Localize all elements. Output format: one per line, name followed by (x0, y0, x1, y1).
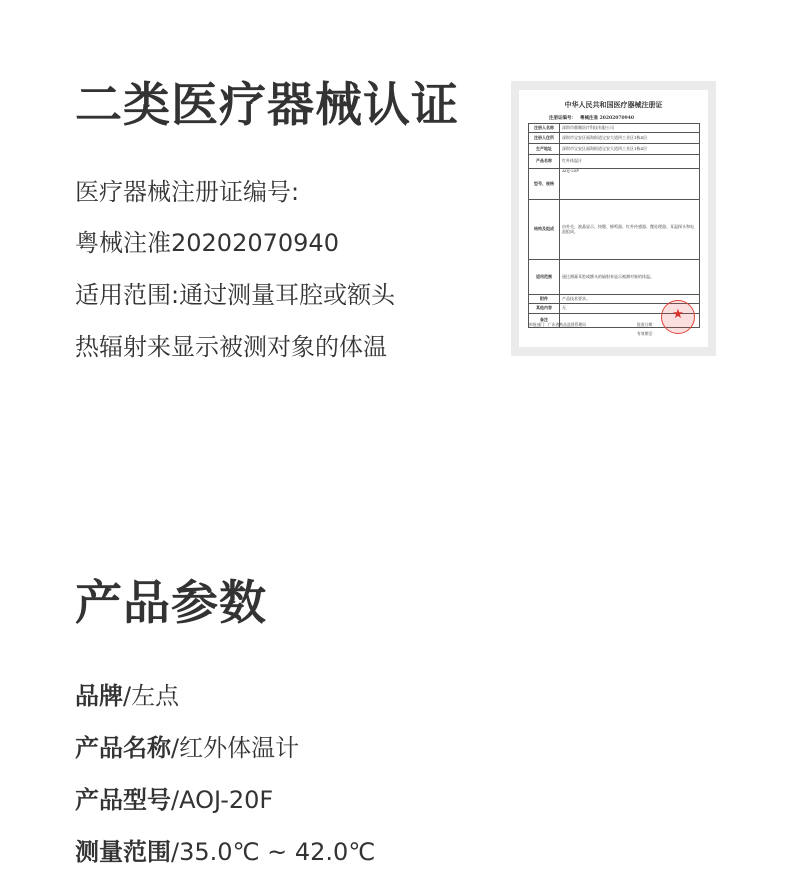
param-value: /左点 (123, 682, 180, 710)
cert-row-value: 无 (560, 304, 700, 314)
registration-label: 医疗器械注册证编号: (75, 178, 300, 206)
cert-row-key: 适用范围 (529, 260, 560, 295)
cert-row-key: 注册人名称 (529, 124, 560, 133)
cert-row-value: 深圳市宝安区福海街道宝安大道四工业区1栋4层 (560, 133, 700, 144)
official-seal-icon (661, 300, 695, 334)
cert-row-value: 由外壳、液晶显示、按键、蜂鸣器、红外传感器、微处理器、耳温探头和电池组成。 (560, 200, 700, 260)
cert-row-key: 附件 (529, 295, 560, 304)
cert-row-value: 深圳市鼎顺医疗科技有限公司 (560, 124, 700, 133)
param-value: /红外体温计 (171, 734, 300, 762)
param-product-name (75, 736, 299, 760)
certification-heading: 二类医疗器械认证 (75, 78, 459, 133)
cert-valid-date: 有效期至： (637, 331, 656, 336)
cert-row-key: 注册人住所 (529, 133, 560, 144)
cert-reg-value: 粤械注准 20202070940 (580, 116, 635, 121)
scope-line-1: 适用范围:通过测量耳腔或额头 (75, 281, 396, 309)
cert-row-key: 备注 (529, 314, 560, 328)
certificate-title: 中华人民共和国医疗器械注册证 (564, 100, 663, 109)
param-label: 品牌 (75, 682, 123, 710)
param-range (75, 840, 375, 864)
param-label: 产品名称 (75, 734, 171, 762)
param-value: /AOJ-20F (171, 786, 274, 814)
cert-row-value: 红外体温计 (560, 155, 700, 169)
cert-row-value: AOJ-20F (560, 169, 700, 200)
param-model (75, 788, 273, 812)
cert-row-value: 深圳市宝安区福海街道宝安大道四工业区1栋4层 (560, 144, 700, 155)
cert-row-key: 生产地址 (529, 144, 560, 155)
cert-reg-label: 注册证编号： (549, 116, 576, 121)
cert-row-key: 结构及组成 (529, 200, 560, 260)
cert-approval-date: 批准日期： (637, 322, 656, 327)
param-brand (75, 684, 179, 708)
scope-line-2: 热辐射来显示被测对象的体温 (75, 333, 387, 361)
cert-row-value: 产品技术要求。 (560, 295, 700, 304)
product-params-heading: 产品参数 (75, 576, 267, 631)
cert-issuer: 审批部门：广东省药品监督管理局 (529, 322, 586, 327)
cert-row-value: 通过测量耳腔或额头的辐射来显示被测对象的体温。 (560, 260, 700, 295)
seal-star-icon: ★ (672, 307, 684, 322)
registration-number: 粤械注准20202070940 (75, 229, 339, 257)
cert-row-key: 产品名称 (529, 155, 560, 169)
cert-row-key: 其他内容 (529, 304, 560, 314)
param-value: /35.0℃ ~ 42.0℃ (171, 838, 376, 866)
param-label: 产品型号 (75, 786, 171, 814)
certificate-reg-number (549, 115, 638, 121)
certificate-table (528, 123, 700, 328)
param-label: 测量范围 (75, 838, 171, 866)
cert-row-key: 型号、规格 (529, 169, 560, 200)
certificate-document (519, 90, 708, 347)
